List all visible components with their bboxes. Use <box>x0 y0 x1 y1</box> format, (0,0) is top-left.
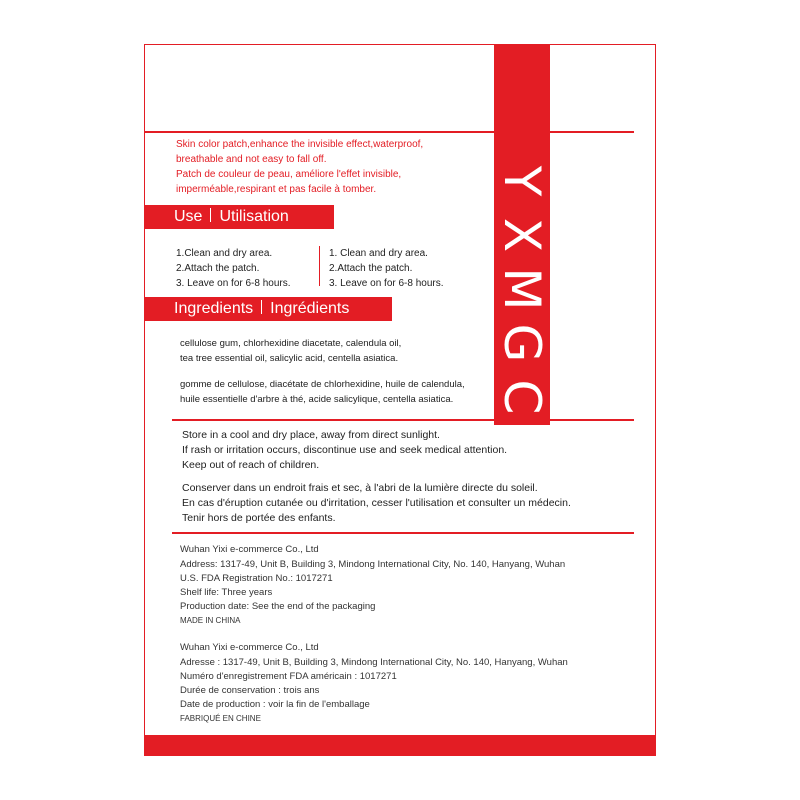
warnings-en: Store in a cool and dry place, away from direct sunlight. If rash or irritation occurs, discontinue use and seek medical attention. Keep out of reach of children. <box>182 429 508 471</box>
brand-letter: G <box>493 323 551 363</box>
warnings-fr: Conserver dans un endroit frais et sec, à l'abri de la lumière directe du soleil. En cas d'éruption cutanée ou d'irritation, cesser l'utilisation et consulter un médecin. Tenir hors de portée des enfants. <box>182 482 571 524</box>
use-column-divider <box>319 246 320 286</box>
footer-bar <box>144 735 656 756</box>
ingredients-heading: Ingredients Ingrédients <box>144 297 392 321</box>
brand-letter: Y <box>493 165 551 197</box>
use-heading: Use Utilisation <box>144 205 334 229</box>
company-info-fr: Wuhan Yixi e-commerce Co., Ltd Adresse : 1317-49, Unit B, Building 3, Mindong International City, No. 140, Hanyang, Wuhan Numéro d'enregistrement FDA américain : 1017271 Durée de conservation : trois ans Date de production : voir la fin de l'emballage FABRIQUÉ EN CHINE <box>180 642 568 723</box>
brand-letter: M <box>493 267 551 311</box>
use-steps-en: 1.Clean and dry area. 2.Attach the patch. 3. Leave on for 6-8 hours. <box>176 248 291 289</box>
top-divider <box>144 131 634 133</box>
brand-letter: X <box>493 217 551 253</box>
warnings-top-divider <box>172 419 634 421</box>
company-info-en: Wuhan Yixi e-commerce Co., Ltd Address: 1317-49, Unit B, Building 3, Mindong International City, No. 140, Hanyang, Wuhan U.S. FDA Registration No.: 1017271 Shelf life: Three years Production date: See the end of the packaging MADE IN CHINA <box>180 544 566 625</box>
brand-letter: C <box>493 379 551 415</box>
intro-fr: Patch de couleur de peau, améliore l'effet invisible, imperméable,respirant et pas facile à tomber. <box>176 169 402 195</box>
brand-name <box>494 154 550 424</box>
use-steps-fr: 1. Clean and dry area. 2.Attach the patch. 3. Leave on for 6-8 hours. <box>329 248 444 289</box>
ingredients-fr: gomme de cellulose, diacétate de chlorhexidine, huile de calendula, huile essentielle d'arbre à thé, acide salicylique, centella asiatica. <box>180 379 465 405</box>
brand-bar <box>494 44 550 425</box>
ingredients-en: cellulose gum, chlorhexidine diacetate, calendula oil, tea tree essential oil, salicylic acid, centella asiatica. <box>180 338 402 364</box>
company-top-divider <box>172 532 634 534</box>
intro-en: Skin color patch,enhance the invisible effect,waterproof, breathable and not easy to fall off. <box>176 139 424 165</box>
